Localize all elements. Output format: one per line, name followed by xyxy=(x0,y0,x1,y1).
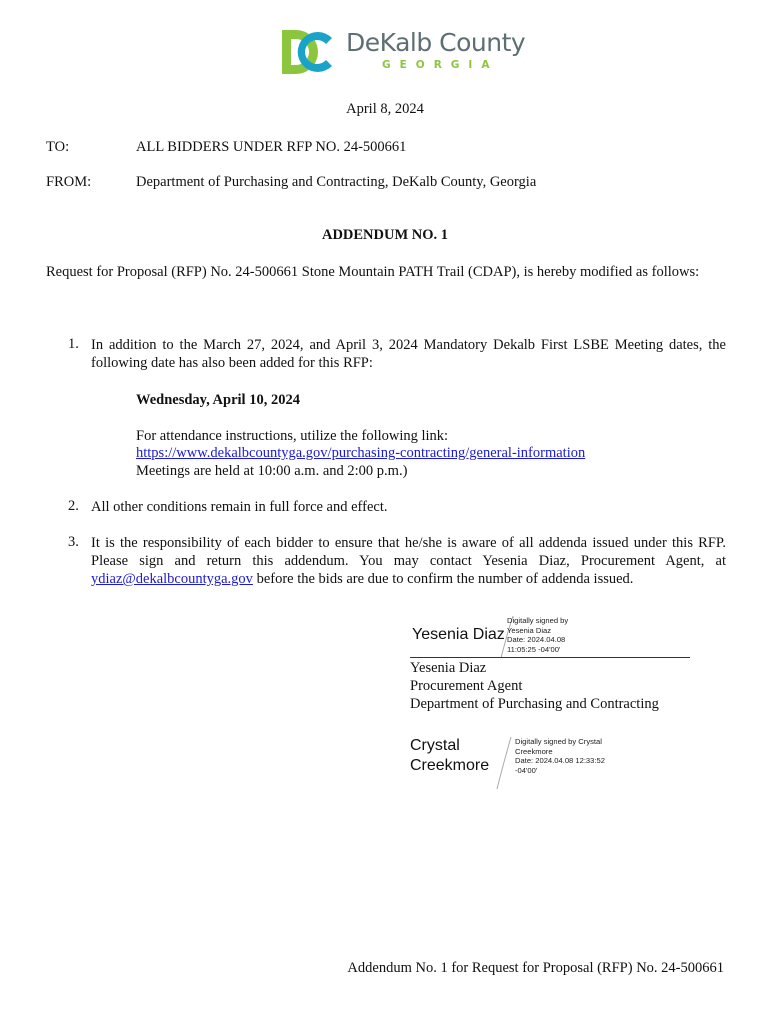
signature-1-name: Yesenia Diaz xyxy=(412,626,505,643)
signature-2-meta-line: Digitally signed by Crystal xyxy=(515,737,602,746)
signature-2-meta-line: -04'00' xyxy=(515,765,538,775)
signature-2-name-line1: Crystal xyxy=(410,737,460,754)
signature-2-meta-line: Date: 2024.04.08 12:33:52 xyxy=(515,756,605,765)
signature-2-meta-line: Creekmore xyxy=(515,746,553,756)
item-1-text: In addition to the March 27, 2024, and April 3, 2024 Mandatory Dekalb First LSBE Meeting dates, the following date has also been added for this RFP: xyxy=(91,337,726,371)
attendance-instructions: For attendance instructions, utilize the following link: xyxy=(136,428,449,444)
item-3-text-after: before the bids are due to confirm the number of addenda issued. xyxy=(252,571,634,587)
signer-printed-name: Yesenia Diaz xyxy=(410,660,487,676)
item-1-number: 1. xyxy=(68,336,79,352)
signature-1-meta-line: Yesenia Diaz xyxy=(507,625,552,635)
item-2-number: 2. xyxy=(68,498,79,514)
logo-sub: GEORGIA xyxy=(382,59,499,71)
email-link[interactable]: ydiaz@dekalbcountyga.gov xyxy=(91,571,253,587)
item-3-text xyxy=(91,534,726,588)
logo-name: DeKalb County xyxy=(346,28,526,57)
signer-department: Department of Purchasing and Contracting xyxy=(410,696,659,712)
addendum-title: ADDENDUM NO. 1 xyxy=(321,227,449,243)
meeting-date: Wednesday, April 10, 2024 xyxy=(136,392,300,408)
meeting-times: Meetings are held at 10:00 a.m. and 2:00 p.m.) xyxy=(136,463,408,479)
signature-2-name-line2: Creekmore xyxy=(410,757,490,774)
item-2-text: All other conditions remain in full force and effect. xyxy=(91,499,388,515)
item-3-number: 3. xyxy=(68,534,79,550)
signer-role: Procurement Agent xyxy=(410,678,523,694)
signature-2-mark xyxy=(493,735,517,791)
intro-paragraph: Request for Proposal (RFP) No. 24-500661 Stone Mountain PATH Trail (CDAP), is hereby modified as follows: xyxy=(46,264,700,280)
page-footer: Addendum No. 1 for Request for Proposal (RFP) No. 24-500661 xyxy=(347,960,724,976)
signature-1-meta-line: Date: 2024.04.08 xyxy=(507,635,566,644)
document-date: April 8, 2024 xyxy=(346,101,424,117)
signature-1-meta-line: 11:05:25 -04'00' xyxy=(507,644,561,654)
from-label: FROM: xyxy=(46,174,92,190)
signature-1-meta xyxy=(507,616,568,654)
from-value: Department of Purchasing and Contracting, DeKalb County, Georgia xyxy=(136,174,537,190)
to-value: ALL BIDDERS UNDER RFP NO. 24-500661 xyxy=(136,139,407,155)
to-label: TO: xyxy=(46,139,70,155)
signature-2-meta xyxy=(515,737,605,775)
signature-line xyxy=(410,657,690,658)
signature-1-meta-line: Digitally signed by xyxy=(507,616,569,625)
item-3-text-before: It is the responsibility of each bidder to ensure that he/she is aware of all addenda issued under this RFP. Please sign and return this addendum. You may contact Yesenia Diaz, Procurement Agent, at xyxy=(91,535,726,569)
dc-logo-mark xyxy=(280,28,336,76)
info-link[interactable]: https://www.dekalbcountyga.gov/purchasing-contracting/general-information xyxy=(136,445,586,461)
